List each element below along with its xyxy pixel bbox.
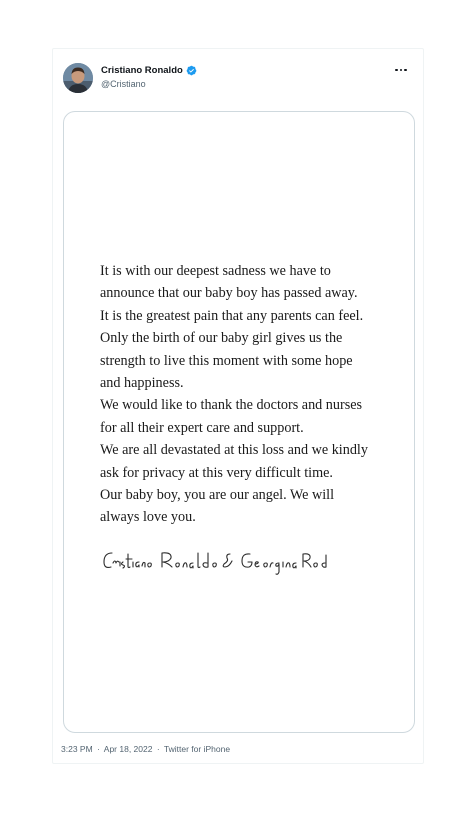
more-dot bbox=[395, 69, 398, 72]
tweet-source[interactable]: Twitter for iPhone bbox=[163, 744, 231, 754]
statement-line: always love you. bbox=[100, 509, 196, 526]
statement-line: strength to live this moment with some hope bbox=[100, 352, 353, 369]
tweet-timestamp[interactable] bbox=[61, 744, 230, 754]
statement-line: Only the birth of our baby girl gives us the bbox=[100, 330, 343, 347]
statement-line: We would like to thank the doctors and nurses bbox=[100, 397, 363, 414]
profile-photo-icon bbox=[63, 63, 93, 93]
more-dot bbox=[400, 69, 403, 72]
separator-dot: · bbox=[156, 744, 160, 754]
statement-line: announce that our baby boy has passed away. bbox=[100, 285, 358, 302]
tweet-image[interactable] bbox=[63, 111, 415, 733]
statement-line: ask for privacy at this very difficult time. bbox=[100, 464, 333, 481]
statement-line: It is with our deepest sadness we have to bbox=[100, 263, 331, 279]
statement-text bbox=[100, 260, 400, 529]
author-handle[interactable]: @Cristiano bbox=[101, 79, 146, 89]
tweet-header bbox=[63, 61, 415, 101]
author-name-row bbox=[101, 63, 361, 78]
more-dot bbox=[404, 69, 407, 72]
author-display-name[interactable]: Cristiano Ronaldo bbox=[101, 65, 183, 76]
more-options-icon[interactable] bbox=[393, 63, 409, 77]
separator-dot: · bbox=[97, 744, 100, 754]
verified-badge-icon bbox=[186, 65, 197, 76]
author-info bbox=[101, 63, 361, 89]
tweet-date[interactable]: Apr 18, 2022 bbox=[103, 744, 153, 754]
handwritten-signature bbox=[100, 545, 330, 581]
statement-line: and happiness. bbox=[100, 375, 184, 392]
statement-line: It is the greatest pain that any parents can feel. bbox=[100, 307, 364, 324]
avatar[interactable] bbox=[63, 63, 93, 93]
statement-line: We are all devastated at this loss and we kindly bbox=[100, 442, 368, 459]
statement-line: for all their expert care and support. bbox=[100, 419, 304, 436]
tweet-time[interactable]: 3:23 PM bbox=[61, 744, 93, 754]
tweet-card bbox=[52, 48, 424, 764]
statement-line: Our baby boy, you are our angel. We will bbox=[100, 487, 335, 504]
